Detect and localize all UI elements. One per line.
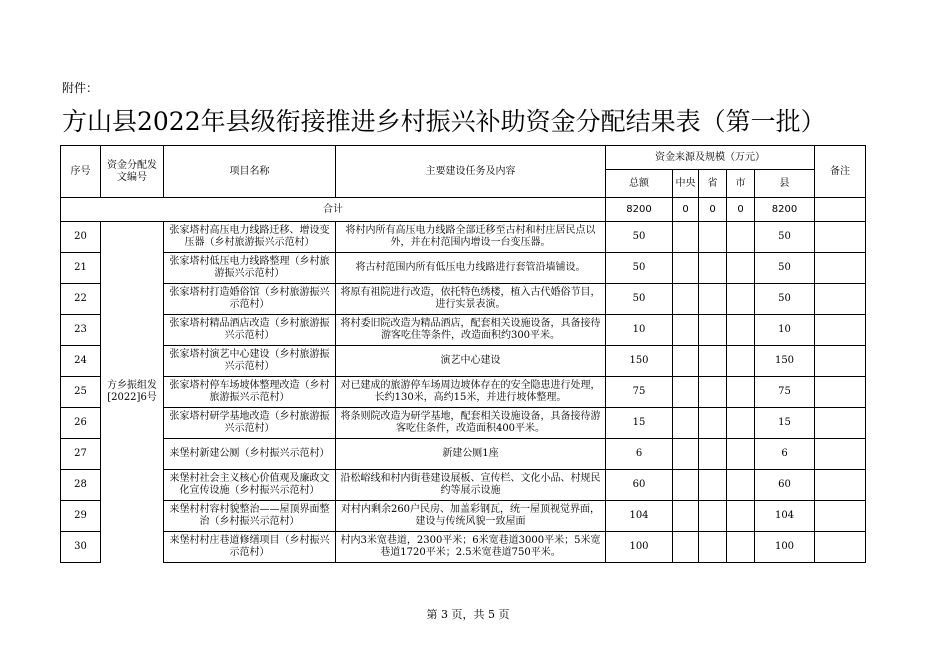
row-project-name: 来堡村新建公厕（乡村振兴示范村）	[164, 439, 336, 470]
attachment-label: 附件：	[62, 81, 99, 95]
row-total: 100	[606, 532, 673, 563]
row-city	[727, 315, 755, 346]
row-province	[699, 470, 727, 501]
row-task: 将条则院改造为研学基地，配套相关设施设备，具备接待游客吃住条件，改造面积400平米。	[336, 408, 606, 439]
summary-total: 8200	[606, 198, 673, 222]
row-total: 50	[606, 253, 673, 284]
row-county: 75	[755, 377, 815, 408]
row-total: 50	[606, 284, 673, 315]
table-row	[61, 284, 866, 315]
row-city	[727, 346, 755, 377]
row-seq: 22	[61, 284, 101, 315]
row-project-name: 张家塔村演艺中心建设（乡村旅游振兴示范村）	[164, 346, 336, 377]
header-remark: 备注	[815, 146, 866, 198]
row-city	[727, 408, 755, 439]
row-seq: 28	[61, 470, 101, 501]
row-province	[699, 439, 727, 470]
row-total: 104	[606, 501, 673, 532]
row-total: 15	[606, 408, 673, 439]
row-task: 对村内剩余260户民房、加盖彩钢瓦，统一屋顶视觉界面，建设与传统风貌一致屋面	[336, 501, 606, 532]
row-province	[699, 315, 727, 346]
row-county: 104	[755, 501, 815, 532]
row-central	[673, 222, 699, 253]
table-row	[61, 439, 866, 470]
row-project-name: 张家塔村高压电力线路迁移、增设变压器（乡村旅游振兴示范村）	[164, 222, 336, 253]
header-fund-group: 资金来源及规模（万元）	[606, 146, 815, 170]
row-central	[673, 470, 699, 501]
page-footer: 第 3 页，共 5 页	[426, 608, 510, 621]
row-total: 60	[606, 470, 673, 501]
row-city	[727, 253, 755, 284]
row-county: 6	[755, 439, 815, 470]
row-city	[727, 377, 755, 408]
row-central	[673, 253, 699, 284]
summary-remark	[815, 198, 866, 222]
row-province	[699, 222, 727, 253]
row-central	[673, 439, 699, 470]
summary-label: 合计	[61, 198, 606, 222]
row-total: 75	[606, 377, 673, 408]
header-project: 项目名称	[164, 146, 336, 198]
table-row	[61, 470, 866, 501]
row-province	[699, 253, 727, 284]
row-remark	[815, 284, 866, 315]
row-seq: 21	[61, 253, 101, 284]
header-central: 中央	[673, 170, 699, 198]
summary-county: 8200	[755, 198, 815, 222]
row-remark	[815, 408, 866, 439]
row-county: 100	[755, 532, 815, 563]
header-total: 总额	[606, 170, 673, 198]
table-row	[61, 501, 866, 532]
table-row	[61, 222, 866, 253]
row-central	[673, 501, 699, 532]
row-county: 50	[755, 284, 815, 315]
table-row	[61, 346, 866, 377]
row-task: 沿松峪线和村内街巷建设展板、宣传栏、文化小品、村规民约等展示设施	[336, 470, 606, 501]
row-county: 50	[755, 253, 815, 284]
row-city	[727, 439, 755, 470]
row-central	[673, 532, 699, 563]
row-task: 将村内所有高压电力线路全部迁移至古村和村庄居民点以外，并在村范围内增设一台变压器。	[336, 222, 606, 253]
row-central	[673, 346, 699, 377]
row-city	[727, 284, 755, 315]
row-city	[727, 532, 755, 563]
row-task: 对已建成的旅游停车场周边坡体存在的安全隐患进行处理，长约130米，高约15米，并进行坡体整理。	[336, 377, 606, 408]
summary-central: 0	[673, 198, 699, 222]
row-total: 150	[606, 346, 673, 377]
row-province	[699, 408, 727, 439]
row-seq: 25	[61, 377, 101, 408]
row-task: 演艺中心建设	[336, 346, 606, 377]
row-county: 10	[755, 315, 815, 346]
row-seq: 29	[61, 501, 101, 532]
row-province	[699, 284, 727, 315]
row-central	[673, 284, 699, 315]
row-province	[699, 346, 727, 377]
row-doc-no: 方乡振组发[2022]6号	[101, 222, 164, 563]
row-task: 村内3米宽巷道，2300平米；6米宽巷道3000平米；5米宽巷道1720平米；2.5米宽巷道750平米。	[336, 532, 606, 563]
row-seq: 27	[61, 439, 101, 470]
row-remark	[815, 470, 866, 501]
row-central	[673, 315, 699, 346]
row-province	[699, 377, 727, 408]
page-title: 方山县2022年县级衔接推进乡村振兴补助资金分配结果表（第一批）	[62, 107, 826, 136]
row-remark	[815, 532, 866, 563]
row-total: 6	[606, 439, 673, 470]
table-row	[61, 253, 866, 284]
allocation-table	[60, 145, 866, 563]
row-county: 60	[755, 470, 815, 501]
row-remark	[815, 501, 866, 532]
row-city	[727, 222, 755, 253]
header-province: 省	[699, 170, 727, 198]
row-seq: 26	[61, 408, 101, 439]
header-doc-no: 资金分配发文编号	[101, 146, 164, 198]
summary-city: 0	[727, 198, 755, 222]
row-project-name: 来堡村村庄巷道修缮项目（乡村振兴示范村）	[164, 532, 336, 563]
row-remark	[815, 253, 866, 284]
row-seq: 24	[61, 346, 101, 377]
row-remark	[815, 377, 866, 408]
row-task: 将村委旧院改造为精品酒店，配套相关设施设备，具备接待游客吃住等条件，改造面积约300平米。	[336, 315, 606, 346]
header-city: 市	[727, 170, 755, 198]
row-remark	[815, 439, 866, 470]
row-remark	[815, 346, 866, 377]
header-task: 主要建设任务及内容	[336, 146, 606, 198]
row-task: 将古村范围内所有低压电力线路进行套管沿墙铺设。	[336, 253, 606, 284]
row-project-name: 张家塔村停车场坡体整理改造（乡村旅游振兴示范村）	[164, 377, 336, 408]
row-province	[699, 501, 727, 532]
row-city	[727, 501, 755, 532]
row-project-name: 来堡村社会主义核心价值观及廉政文化宣传设施（乡村振兴示范村）	[164, 470, 336, 501]
header-seq: 序号	[61, 146, 101, 198]
table-row	[61, 408, 866, 439]
row-project-name: 张家塔村低压电力线路整理（乡村旅游振兴示范村）	[164, 253, 336, 284]
row-total: 10	[606, 315, 673, 346]
row-county: 15	[755, 408, 815, 439]
row-county: 150	[755, 346, 815, 377]
row-seq: 23	[61, 315, 101, 346]
row-total: 50	[606, 222, 673, 253]
row-task: 将原有祖院进行改造，依托特色绣楼，植入古代婚俗节目，进行实景表演。	[336, 284, 606, 315]
row-remark	[815, 315, 866, 346]
header-county: 县	[755, 170, 815, 198]
table-row	[61, 315, 866, 346]
row-project-name: 张家塔村打造婚俗馆（乡村旅游振兴示范村）	[164, 284, 336, 315]
row-seq: 30	[61, 532, 101, 563]
row-central	[673, 377, 699, 408]
row-remark	[815, 222, 866, 253]
table-row	[61, 377, 866, 408]
row-project-name: 来堡村村容村貌整治——屋顶界面整治（乡村振兴示范村）	[164, 501, 336, 532]
row-county: 50	[755, 222, 815, 253]
summary-province: 0	[699, 198, 727, 222]
row-project-name: 张家塔村研学基地改造（乡村旅游振兴示范村）	[164, 408, 336, 439]
row-central	[673, 408, 699, 439]
table-row	[61, 532, 866, 563]
row-project-name: 张家塔村精品酒店改造（乡村旅游振兴示范村）	[164, 315, 336, 346]
row-task: 新建公厕1座	[336, 439, 606, 470]
row-seq: 20	[61, 222, 101, 253]
row-city	[727, 470, 755, 501]
row-province	[699, 532, 727, 563]
